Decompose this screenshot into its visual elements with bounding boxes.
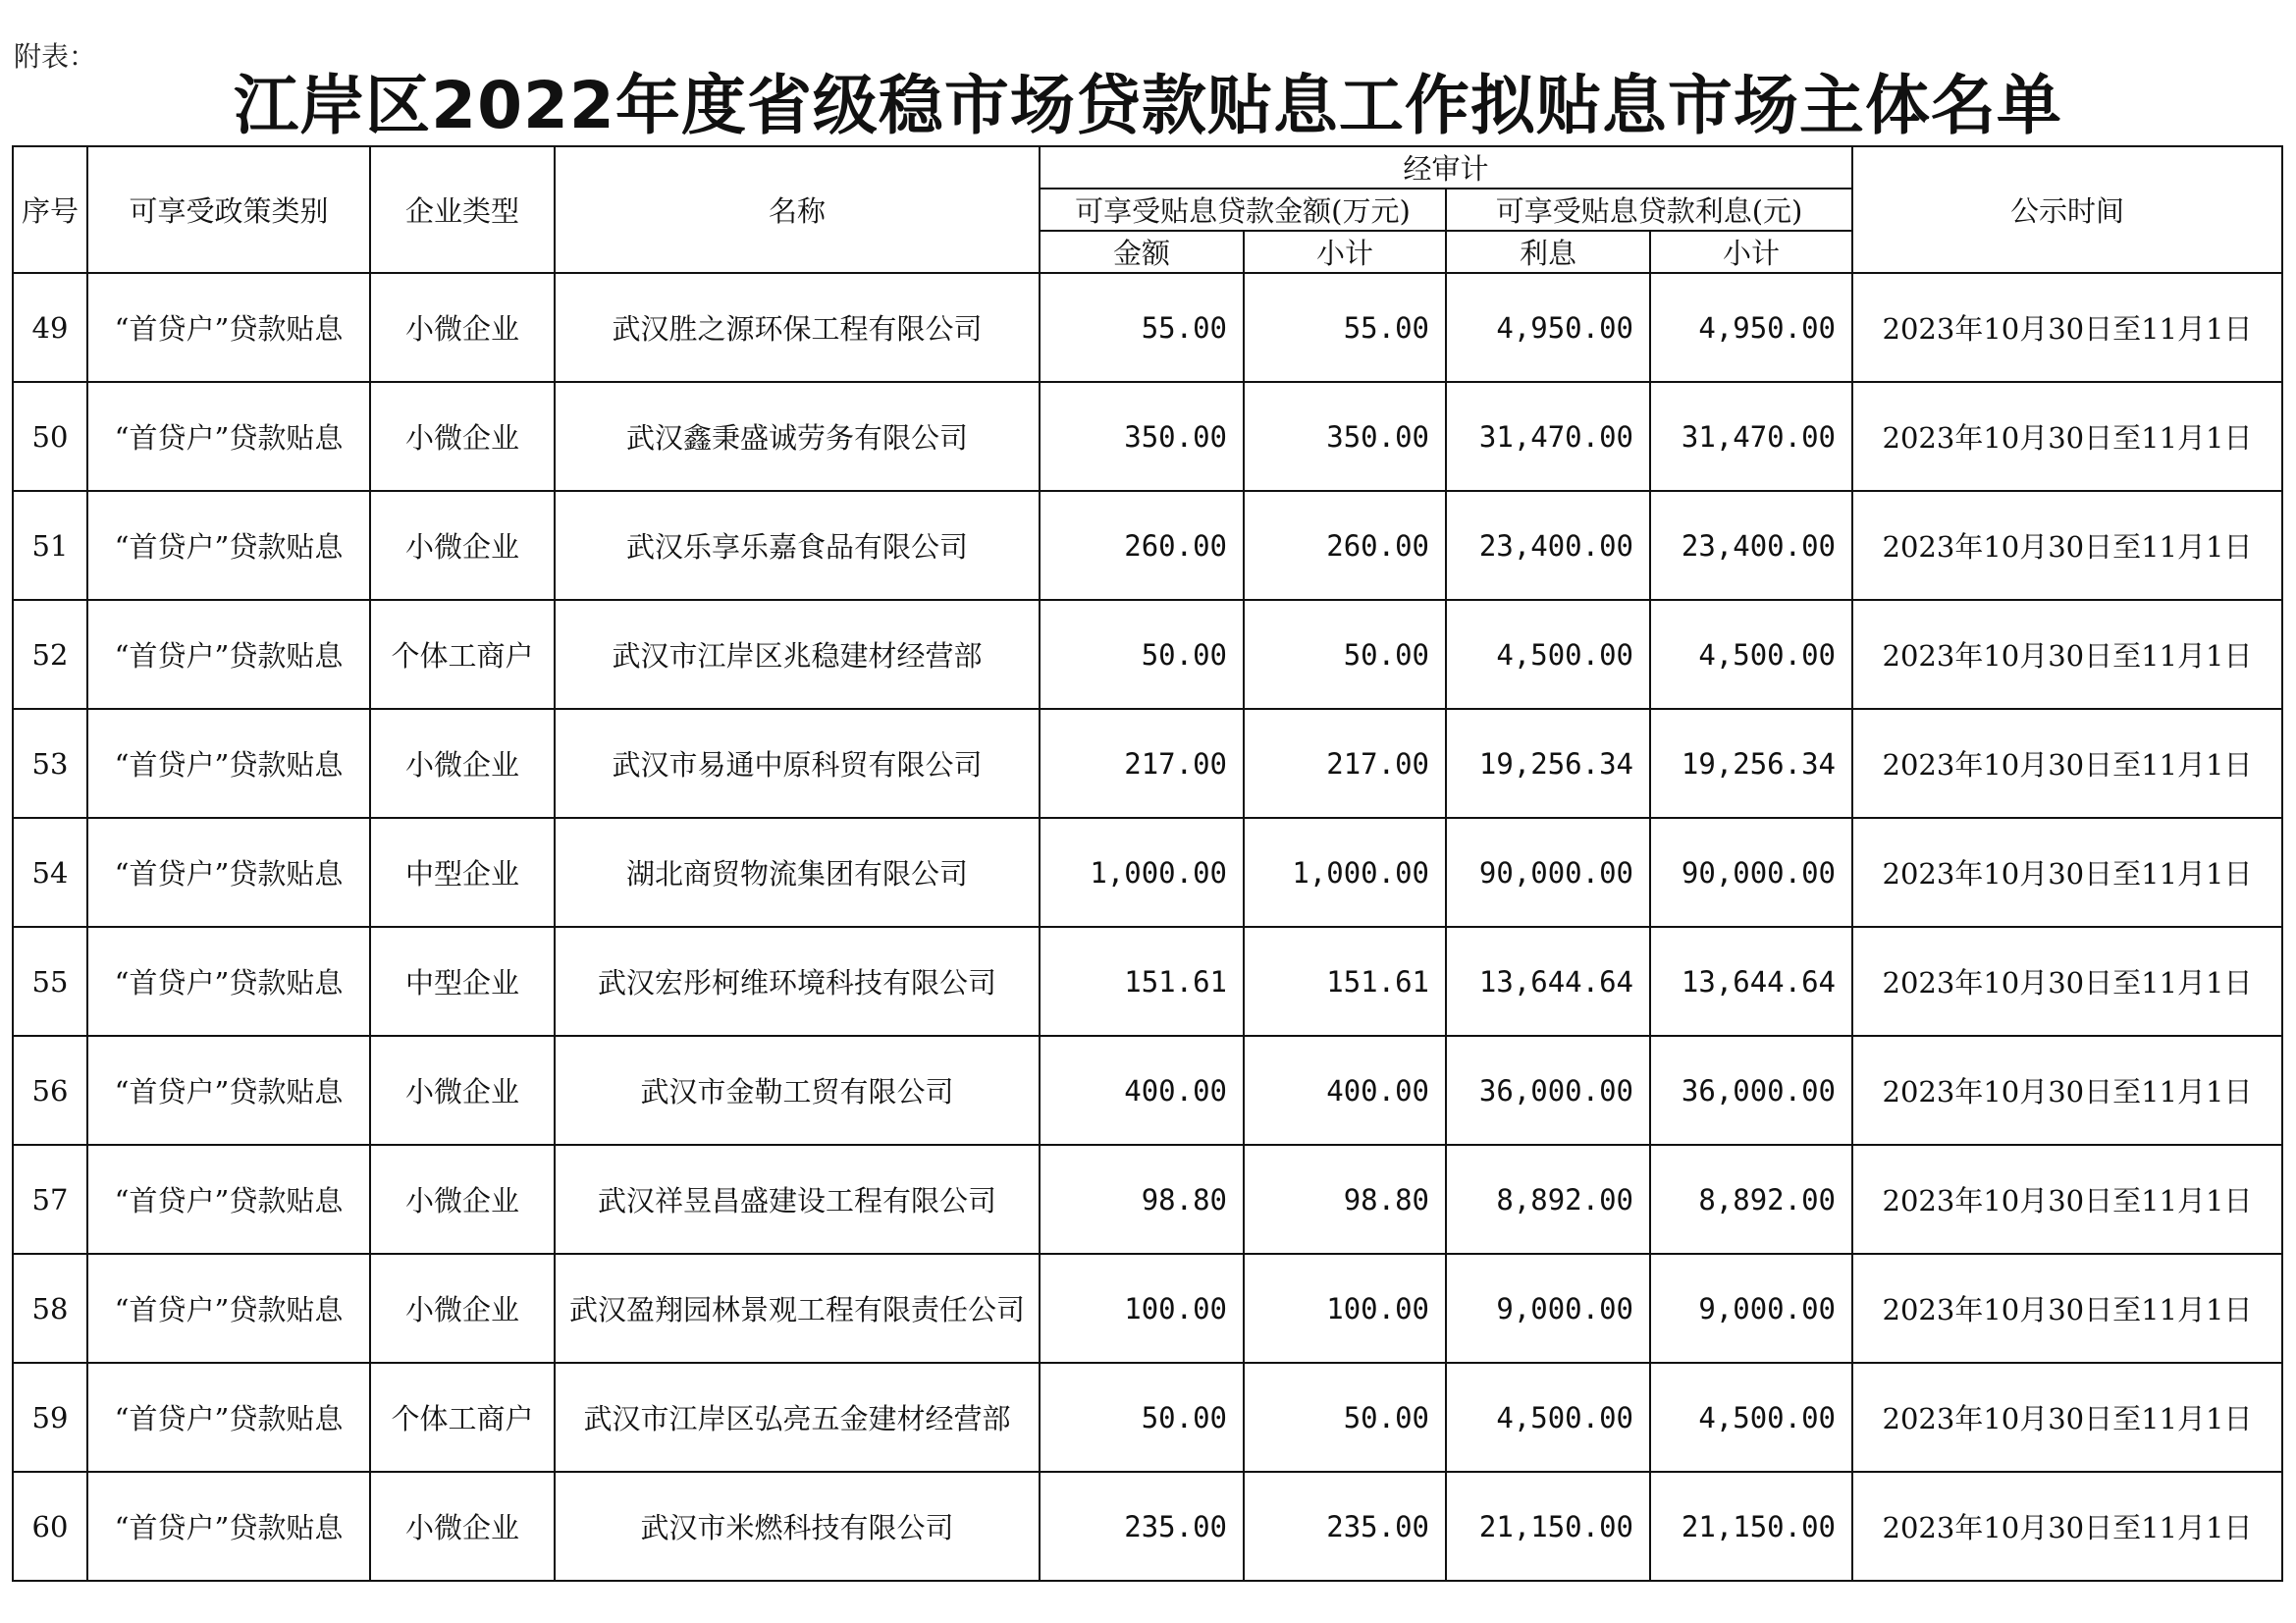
interest-cell: 31,470.00 xyxy=(1446,382,1650,491)
amount-cell: 100.00 xyxy=(1040,1254,1244,1363)
seq-cell: 60 xyxy=(13,1472,87,1581)
type-cell: 小微企业 xyxy=(370,273,555,382)
header-publish-time: 公示时间 xyxy=(1852,146,2282,273)
company-name-cell: 湖北商贸物流集团有限公司 xyxy=(555,818,1040,927)
interest-subtotal-cell: 36,000.00 xyxy=(1650,1036,1852,1145)
publish-time-cell: 2023年10月30日至11月1日 xyxy=(1852,491,2282,600)
amount-cell: 50.00 xyxy=(1040,600,1244,709)
policy-cell: “首贷户”贷款贴息 xyxy=(87,927,370,1036)
seq-cell: 53 xyxy=(13,709,87,818)
publish-time-cell: 2023年10月30日至11月1日 xyxy=(1852,1145,2282,1254)
type-cell: 中型企业 xyxy=(370,818,555,927)
seq-cell: 57 xyxy=(13,1145,87,1254)
table-row xyxy=(13,818,2282,927)
publish-time-cell: 2023年10月30日至11月1日 xyxy=(1852,1036,2282,1145)
seq-cell: 54 xyxy=(13,818,87,927)
policy-cell: “首贷户”贷款贴息 xyxy=(87,1472,370,1581)
interest-cell: 9,000.00 xyxy=(1446,1254,1650,1363)
type-cell: 小微企业 xyxy=(370,1145,555,1254)
table-row xyxy=(13,1363,2282,1472)
type-cell: 小微企业 xyxy=(370,709,555,818)
publish-time-cell: 2023年10月30日至11月1日 xyxy=(1852,382,2282,491)
interest-cell: 4,500.00 xyxy=(1446,1363,1650,1472)
policy-cell: “首贷户”贷款贴息 xyxy=(87,1145,370,1254)
amount-subtotal-cell: 100.00 xyxy=(1244,1254,1446,1363)
interest-subtotal-cell: 90,000.00 xyxy=(1650,818,1852,927)
policy-cell: “首贷户”贷款贴息 xyxy=(87,1036,370,1145)
company-name-cell: 武汉胜之源环保工程有限公司 xyxy=(555,273,1040,382)
company-name-cell: 武汉市江岸区兆稳建材经营部 xyxy=(555,600,1040,709)
interest-cell: 90,000.00 xyxy=(1446,818,1650,927)
publish-time-cell: 2023年10月30日至11月1日 xyxy=(1852,818,2282,927)
publish-time-cell: 2023年10月30日至11月1日 xyxy=(1852,1472,2282,1581)
seq-cell: 49 xyxy=(13,273,87,382)
header-amount-subtotal: 小计 xyxy=(1244,231,1446,273)
type-cell: 中型企业 xyxy=(370,927,555,1036)
header-name: 名称 xyxy=(555,146,1040,273)
company-name-cell: 武汉鑫秉盛诚劳务有限公司 xyxy=(555,382,1040,491)
amount-subtotal-cell: 50.00 xyxy=(1244,1363,1446,1472)
company-name-cell: 武汉市易通中原科贸有限公司 xyxy=(555,709,1040,818)
policy-cell: “首贷户”贷款贴息 xyxy=(87,709,370,818)
header-loan-interest: 可享受贴息贷款利息(元) xyxy=(1446,189,1852,231)
interest-subtotal-cell: 21,150.00 xyxy=(1650,1472,1852,1581)
policy-cell: “首贷户”贷款贴息 xyxy=(87,491,370,600)
table-row xyxy=(13,1254,2282,1363)
publish-time-cell: 2023年10月30日至11月1日 xyxy=(1852,1363,2282,1472)
header-loan-amount: 可享受贴息贷款金额(万元) xyxy=(1040,189,1446,231)
seq-cell: 55 xyxy=(13,927,87,1036)
amount-subtotal-cell: 400.00 xyxy=(1244,1036,1446,1145)
publish-time-cell: 2023年10月30日至11月1日 xyxy=(1852,709,2282,818)
type-cell: 小微企业 xyxy=(370,491,555,600)
company-name-cell: 武汉市江岸区弘亮五金建材经营部 xyxy=(555,1363,1040,1472)
amount-subtotal-cell: 1,000.00 xyxy=(1244,818,1446,927)
company-name-cell: 武汉市金勒工贸有限公司 xyxy=(555,1036,1040,1145)
document-title: 江岸区2022年度省级稳市场贷款贴息工作拟贴息市场主体名单 xyxy=(234,68,2062,143)
amount-subtotal-cell: 217.00 xyxy=(1244,709,1446,818)
policy-cell: “首贷户”贷款贴息 xyxy=(87,382,370,491)
amount-cell: 55.00 xyxy=(1040,273,1244,382)
seq-cell: 56 xyxy=(13,1036,87,1145)
header-interest: 利息 xyxy=(1446,231,1650,273)
interest-cell: 8,892.00 xyxy=(1446,1145,1650,1254)
interest-subtotal-cell: 31,470.00 xyxy=(1650,382,1852,491)
policy-cell: “首贷户”贷款贴息 xyxy=(87,818,370,927)
publish-time-cell: 2023年10月30日至11月1日 xyxy=(1852,273,2282,382)
company-name-cell: 武汉盈翔园林景观工程有限责任公司 xyxy=(555,1254,1040,1363)
policy-cell: “首贷户”贷款贴息 xyxy=(87,1254,370,1363)
interest-subtotal-cell: 9,000.00 xyxy=(1650,1254,1852,1363)
amount-cell: 350.00 xyxy=(1040,382,1244,491)
subsidy-table xyxy=(12,145,2283,1582)
interest-cell: 4,950.00 xyxy=(1446,273,1650,382)
interest-subtotal-cell: 4,500.00 xyxy=(1650,600,1852,709)
amount-cell: 217.00 xyxy=(1040,709,1244,818)
amount-subtotal-cell: 235.00 xyxy=(1244,1472,1446,1581)
interest-subtotal-cell: 19,256.34 xyxy=(1650,709,1852,818)
publish-time-cell: 2023年10月30日至11月1日 xyxy=(1852,600,2282,709)
amount-cell: 235.00 xyxy=(1040,1472,1244,1581)
amount-cell: 50.00 xyxy=(1040,1363,1244,1472)
interest-cell: 23,400.00 xyxy=(1446,491,1650,600)
table-row xyxy=(13,927,2282,1036)
type-cell: 个体工商户 xyxy=(370,1363,555,1472)
table-body xyxy=(13,273,2282,1581)
policy-cell: “首贷户”贷款贴息 xyxy=(87,273,370,382)
company-name-cell: 武汉乐享乐嘉食品有限公司 xyxy=(555,491,1040,600)
company-name-cell: 武汉宏彤柯维环境科技有限公司 xyxy=(555,927,1040,1036)
seq-cell: 52 xyxy=(13,600,87,709)
seq-cell: 58 xyxy=(13,1254,87,1363)
amount-cell: 1,000.00 xyxy=(1040,818,1244,927)
interest-cell: 36,000.00 xyxy=(1446,1036,1650,1145)
publish-time-cell: 2023年10月30日至11月1日 xyxy=(1852,1254,2282,1363)
header-seq: 序号 xyxy=(13,146,87,273)
amount-cell: 98.80 xyxy=(1040,1145,1244,1254)
publish-time-cell: 2023年10月30日至11月1日 xyxy=(1852,927,2282,1036)
table-row xyxy=(13,491,2282,600)
policy-cell: “首贷户”贷款贴息 xyxy=(87,1363,370,1472)
seq-cell: 51 xyxy=(13,491,87,600)
table-row xyxy=(13,1145,2282,1254)
interest-cell: 4,500.00 xyxy=(1446,600,1650,709)
type-cell: 小微企业 xyxy=(370,382,555,491)
header-interest-subtotal: 小计 xyxy=(1650,231,1852,273)
interest-cell: 13,644.64 xyxy=(1446,927,1650,1036)
amount-subtotal-cell: 350.00 xyxy=(1244,382,1446,491)
table-row xyxy=(13,600,2282,709)
seq-cell: 50 xyxy=(13,382,87,491)
interest-cell: 21,150.00 xyxy=(1446,1472,1650,1581)
interest-cell: 19,256.34 xyxy=(1446,709,1650,818)
amount-cell: 260.00 xyxy=(1040,491,1244,600)
interest-subtotal-cell: 8,892.00 xyxy=(1650,1145,1852,1254)
amount-subtotal-cell: 55.00 xyxy=(1244,273,1446,382)
policy-cell: “首贷户”贷款贴息 xyxy=(87,600,370,709)
type-cell: 小微企业 xyxy=(370,1254,555,1363)
type-cell: 个体工商户 xyxy=(370,600,555,709)
header-amount: 金额 xyxy=(1040,231,1244,273)
company-name-cell: 武汉祥昱昌盛建设工程有限公司 xyxy=(555,1145,1040,1254)
table-row xyxy=(13,709,2282,818)
table-row xyxy=(13,1472,2282,1581)
amount-subtotal-cell: 98.80 xyxy=(1244,1145,1446,1254)
type-cell: 小微企业 xyxy=(370,1472,555,1581)
table-row xyxy=(13,382,2282,491)
amount-cell: 151.61 xyxy=(1040,927,1244,1036)
table-row xyxy=(13,273,2282,382)
company-name-cell: 武汉市米燃科技有限公司 xyxy=(555,1472,1040,1581)
interest-subtotal-cell: 23,400.00 xyxy=(1650,491,1852,600)
header-policy: 可享受政策类别 xyxy=(87,146,370,273)
seq-cell: 59 xyxy=(13,1363,87,1472)
attachment-label: 附表： xyxy=(14,40,97,73)
type-cell: 小微企业 xyxy=(370,1036,555,1145)
interest-subtotal-cell: 4,950.00 xyxy=(1650,273,1852,382)
amount-subtotal-cell: 151.61 xyxy=(1244,927,1446,1036)
interest-subtotal-cell: 13,644.64 xyxy=(1650,927,1852,1036)
amount-subtotal-cell: 260.00 xyxy=(1244,491,1446,600)
header-type: 企业类型 xyxy=(370,146,555,273)
header-audit: 经审计 xyxy=(1040,146,1852,189)
interest-subtotal-cell: 4,500.00 xyxy=(1650,1363,1852,1472)
table-row xyxy=(13,1036,2282,1145)
amount-subtotal-cell: 50.00 xyxy=(1244,600,1446,709)
amount-cell: 400.00 xyxy=(1040,1036,1244,1145)
